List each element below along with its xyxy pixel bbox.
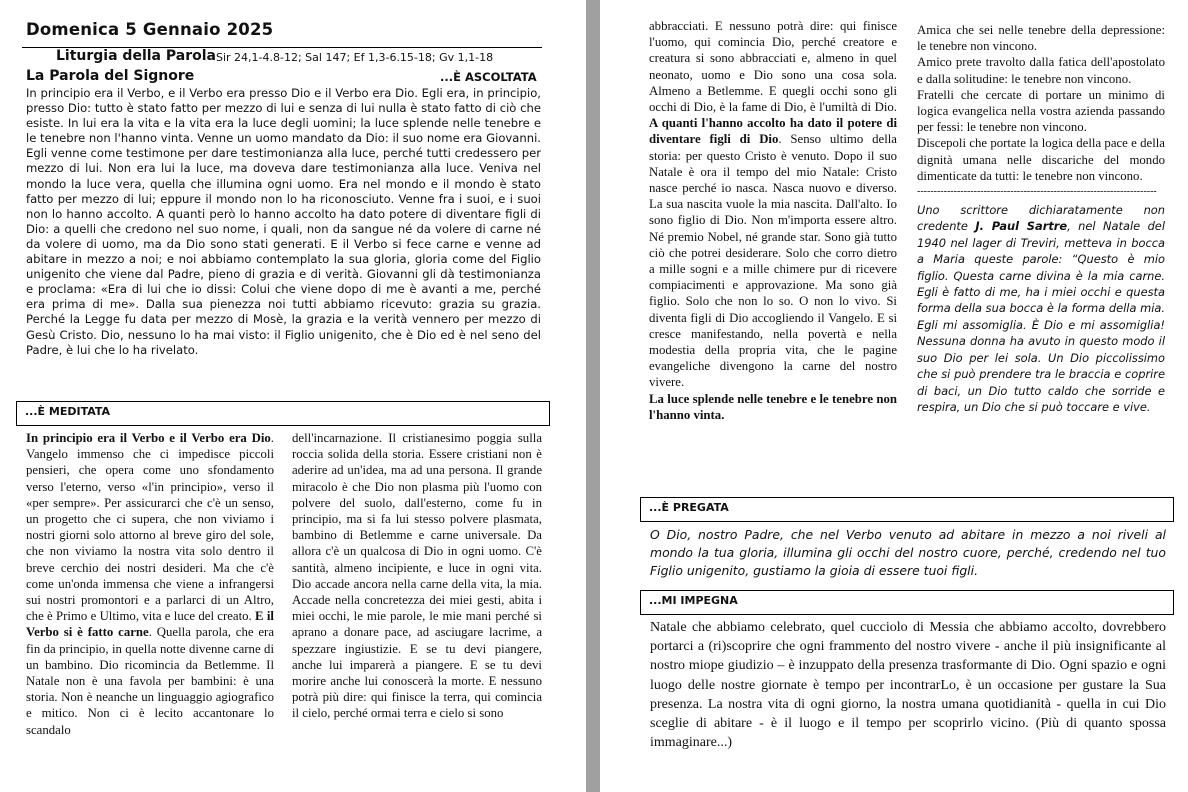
parola-heading: La Parola del Signore xyxy=(26,68,195,84)
right-column-1 xyxy=(649,18,897,423)
right-bold-2: La luce splende nelle tenebre e le tenebre non l'hanno vinta. xyxy=(649,391,897,422)
gospel-text: In principio era il Verbo, e il Verbo era presso Dio e il Verbo era Dio. Egli era, in principio, presso Dio: tutto è stato fatto per mezzo di lui e senza di lui nulla è stato fatto di ciò che esiste. In lui era la vita e la vita era la luce degli uomini; la luce splende nelle tenebre e le tenebre non l'hanno vinta. Venne un uomo mandato da Dio: il suo nome era Giovanni. Egli venne come testimone per dare testimonianza alla luce, perché tutti credessero per mezzo di lui. Non era lui la luce, ma doveva dare testimonianza alla luce. Veniva nel mondo la luce vera, quella che illumina ogni uomo. Era nel mondo e il mondo è stato fatto per mezzo di lui; eppure il mondo non lo ha riconosciuto. Venne fra i suoi, e i suoi non lo hanno accolto. A quanti però lo hanno accolto ha dato potere di diventare figli di Dio: a quelli che credono nel suo nome, i quali, non da sangue né da volere di carne né da volere di uomo, ma da Dio sono stati generati. E il Verbo si fece carne e venne ad abitare in mezzo a noi; e noi abbiamo contemplato la sua gloria, gloria come del Figlio unigenito che viene dal Padre, pieno di grazia e di verità. Giovanni gli dà testimonianza e proclama: «Era di lui che io dissi: Colui che viene dopo di me è avanti a me, perché era prima di me». Dalla sua pienezza noi tutti abbiamo ricevuto: grazia su grazia. Perché la Legge fu data per mezzo di Mosè, la grazia e la verità vennero per mezzo di Gesù Cristo. Dio, nessuno lo ha mai visto: il Figlio unigenito, che è Dio ed è nel seno del Padre, è lui che lo ha rivelato. xyxy=(26,86,541,357)
right-text-1: abbracciati. E nessuno potrà dire: qui finisce l'uomo, qui comincia Dio, perché creatore e creatura si sono abbracciati e, almeno in quel neonato, uomo e Dio sono una cosa sola. Almeno a Betlemme. E quegli occhi sono gli occhi di Dio, è la fame di Dio, è l'umiltà di Dio. xyxy=(649,19,897,115)
right-text-2: . Senso ultimo della storia: per questo Cristo è venuto. Dopo il suo Natale è ora il tempo del mio Natale: Cristo nasce perché io nasca. Nasca nuovo e diverso. La sua nascita vuole la mia nascita. Dall'alto. Io sono figlio di Dio. Non m'importa essere altro. Né premio Nobel, né grande star. Sono già tutto ciò che potrei desiderare. Solo che corro dietro a mille sogni e a mille chimere pur di ricevere compiacimenti e approvazione. Ma sono già figlio. Solo che non lo so. O non lo vivo. Si diventa figli di Dio accogliendo il Vangelo. E si cresce manifestando, nella povertà e nella modestia della propria vita, che le pagine evangeliche divengono la carne del nostro vivere. xyxy=(649,132,897,390)
prayer-text: O Dio, nostro Padre, che nel Verbo venuto ad abitare in mezzo a noi riveli al mondo la tua gloria, illumina gli occhi del nostro cuore, perché, credendo nel tuo Figlio unigenito, gustiamo la gioia di essere tuoi figli. xyxy=(650,527,1166,578)
impegna-text: Natale che abbiamo celebrato, quel cucciolo di Messia che abbiamo accolto, dovrebbero portarci a (ri)scoprire che ogni frammento del nostro vivere - anche il più insignificante al nostro miope giudizio – è inzuppato della presenza trasformante di Dio. Ogni spazio e ogni luogo delle nostre giornate è tempo per incontrarLo, è un occasione per gustare la Sua presenza. La nostra vita di ogni giorno, la nostra umana quotidianità - quella in cui Dio sceglie di abitare - è il luogo e il tempo per scoprirlo vicino. (Più di quanto spossa immaginare...) xyxy=(650,620,1166,751)
meditata-section-header xyxy=(16,401,550,426)
pregata-heading: ...È PREGATA xyxy=(649,501,729,514)
right-paragraph-1: Amica che sei nelle tenebre della depressione: le tenebre non vincono. xyxy=(917,23,1165,54)
right-column-2 xyxy=(917,22,1165,415)
dashed-divider: ------------------------------------------------------------------------ xyxy=(917,186,1157,198)
right-paragraph-2: Amico prete travolto dalla fatica dell'apostolato e dalla solitudine: le tenebre non vincono. xyxy=(917,55,1165,86)
pregata-section-header xyxy=(640,497,1174,522)
ascoltata-label: ...È ASCOLTATA xyxy=(440,70,537,84)
meditata-column-2 xyxy=(292,430,542,722)
reading-references: Sir 24,1-4.8-12; Sal 147; Ef 1,3-6.15-18; Gv 1,1-18 xyxy=(216,51,494,64)
liturgia-heading: Liturgia della Parola xyxy=(56,48,216,64)
meditata-text-1: . Vangelo immenso che ci impedisce piccoli pensieri, che opera come uno sfondamento verso l'eterno, verso «l'in principio», verso il «per sempre». Per assicurarci che c'è un senso, un progetto che ci supera, che non viviamo i nostri giorni solo attorno al breve giro del sole, che non viviamo la nostra vita solo dentro il breve cerchio dei nostri desideri. Ma che c'è come un'onda immensa che viene a infrangersi sui nostri promontori e a parlarci di un Altro, che è Primo e Ultimo, vita e luce del creato. xyxy=(26,431,274,624)
meditata-text-2: . Quella parola, che era fin da principio, in quella notte divenne carne di un bambino. Dio ricomincia da Betlemme. Il Natale non è una favola per bambini: è una storia. Non è neanche un linguaggio agiografico e mitico. Non ci è lecito accantonare lo scandalo xyxy=(26,625,274,737)
meditata-bold-1: In principio era il Verbo e il Verbo era Dio xyxy=(26,431,271,445)
left-page xyxy=(0,0,586,792)
meditata-column-1 xyxy=(26,430,274,738)
meditata-heading: ...È MEDITATA xyxy=(25,405,111,418)
right-bold-1: A quanti l'hanno accolto ha dato il potere di diventare figli di Dio xyxy=(649,116,897,147)
sartre-intro: Uno scrittore dichiaratamente non credente xyxy=(917,203,1165,234)
right-paragraph-3: Fratelli che cercate di portare un minimo di logica evangelica nella vostra azienda passando per fessi: le tenebre non vincono. xyxy=(917,87,1165,135)
sartre-quote: , nel Natale del 1940 nel lager di Treviri, metteva in bocca a Maria queste parole: “Questo è mio figlio. Questa carne divina è la mia carne. Egli è fatto di me, ha i miei occhi e questa forma della sua bocca è la forma della mia. Egli mi assomiglia. È Dio e mi assomiglia! Nessuna donna ha avuto in questo modo il suo Dio per lei sola. Un Dio piccolissimo che si può prendere tra le braccia e coprire di baci, un Dio tutto caldo che sorride e respira, un Dio che si può toccare e vive. xyxy=(917,219,1165,414)
right-paragraph-4: Discepoli che portate la logica della pace e della dignità umana nelle discariche del mondo dimenticate da tutti: le tenebre non vincono. xyxy=(917,136,1165,183)
impegna-heading: ...MI IMPEGNA xyxy=(649,594,738,607)
meditata-text-3: dell'incarnazione. Il cristianesimo poggia sulla roccia solida della storia. Essere cristiani non è aderire ad un'idea, ma ad una persona. Il grande miracolo è che Dio non plasma più l'uomo con polvere del suolo, dall'esterno, come fu in principio, ma si fa lui stesso polvere plasmata, bambino di Betlemme e carne universale. Da allora c'è un qualcosa di Dio in ogni uomo. C'è santità, almeno incipiente, e luce in ogni vita. Dio accade ancora nella carne della vita, la mia. Accade nella concretezza dei miei gesti, abita i miei occhi, le mie parole, le mie mani perché si aprano a donare pace, ad asciugare lacrime, a spezzare ingiustizie. E se tu devi piangere, anche lui imparerà a piangere. E se tu devi morire anche lui conoscerà la morte. E nessuno potrà più dire: qui finisce la terra, qui comincia il cielo, perché ormai terra e cielo si sono xyxy=(292,431,542,721)
meditata-bold-2: E il Verbo si è fatto carne xyxy=(26,609,274,640)
sartre-author: J. Paul Sartre xyxy=(975,219,1068,234)
impegna-section-header xyxy=(640,590,1174,615)
date-title: Domenica 5 Gennaio 2025 xyxy=(26,20,274,39)
